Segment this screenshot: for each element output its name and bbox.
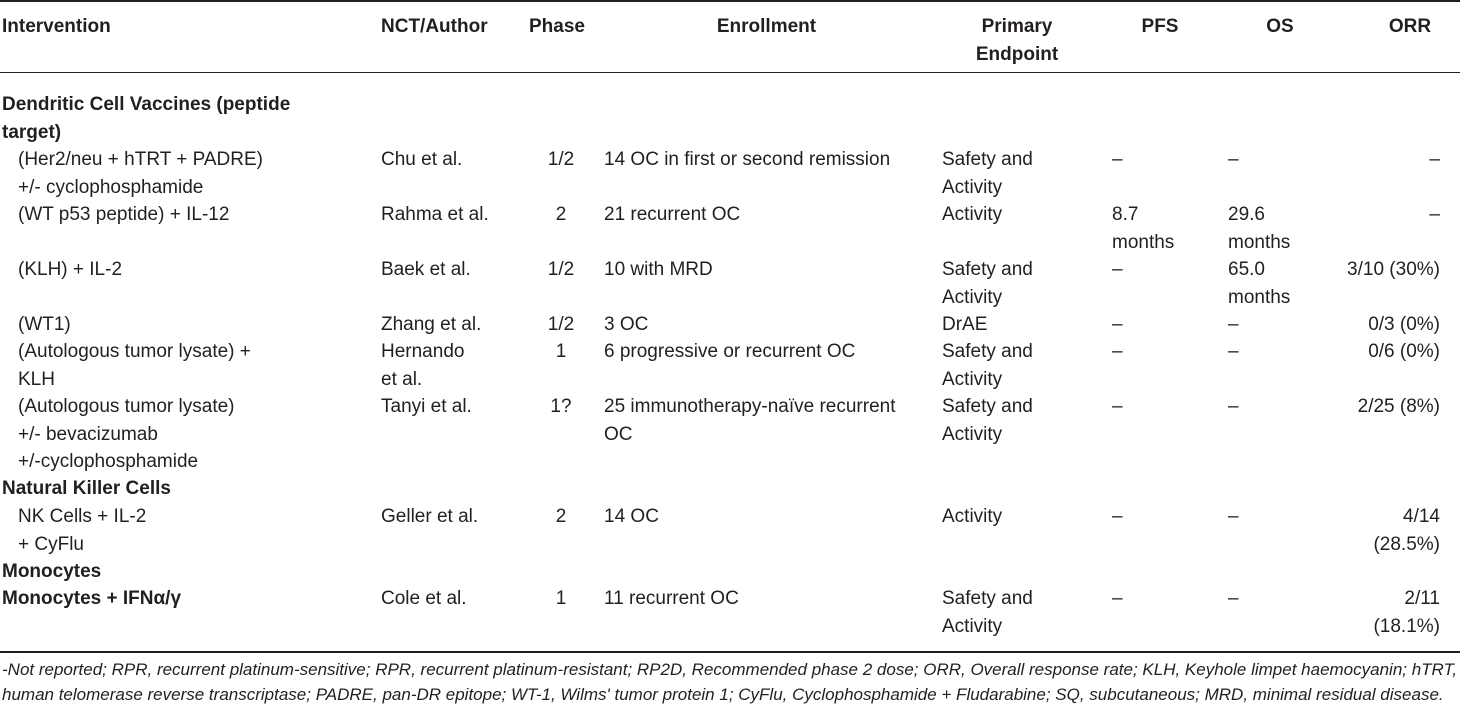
cell-primary-endpoint: DrAE	[942, 314, 988, 335]
cell-phase: 1/2	[547, 149, 575, 170]
cell-author: Baek et al.	[381, 259, 471, 280]
cell-phase: 2	[555, 506, 567, 527]
cell-phase: 1?	[550, 396, 572, 417]
cell-enrollment: 14 OC	[604, 506, 659, 527]
table-top-rule	[0, 0, 1460, 2]
cell-author: Hernando et al.	[381, 341, 465, 390]
cell-orr: 4/14 (28.5%)	[1373, 506, 1440, 555]
cell-primary-endpoint: Safety and Activity	[942, 341, 1033, 390]
cell-primary-endpoint: Safety and Activity	[942, 588, 1033, 637]
cell-phase: 1/2	[547, 314, 575, 335]
cell-os: –	[1228, 341, 1239, 362]
cell-orr: 0/3 (0%)	[1368, 314, 1440, 335]
section-dendritic-cell-vaccines: Dendritic Cell Vaccines (peptide target)	[2, 94, 291, 143]
cell-primary-endpoint: Activity	[942, 506, 1003, 527]
header-nct-author: NCT/Author	[381, 16, 488, 37]
cell-phase: 1	[555, 588, 567, 609]
header-phase: Phase	[529, 16, 585, 37]
cell-enrollment: 11 recurrent OC	[604, 588, 739, 609]
cell-intervention: (WT1)	[18, 314, 71, 335]
cell-pfs: –	[1112, 259, 1123, 280]
cell-orr: –	[1429, 204, 1440, 225]
cell-orr: 3/10 (30%)	[1347, 259, 1440, 280]
cell-intervention: (WT p53 peptide) + IL-12	[18, 204, 230, 225]
cell-enrollment: 14 OC in first or second remission	[604, 149, 891, 170]
table-header-rule	[0, 72, 1460, 73]
cell-intervention: NK Cells + IL-2 + CyFlu	[18, 506, 147, 555]
cell-pfs: –	[1112, 149, 1123, 170]
cell-author: Rahma et al.	[381, 204, 489, 225]
cell-intervention: (KLH) + IL-2	[18, 259, 123, 280]
cell-os: –	[1228, 314, 1239, 335]
cell-intervention: Monocytes + IFNα/γ	[2, 588, 182, 609]
cell-phase: 1	[555, 341, 567, 362]
header-orr: ORR	[1388, 16, 1432, 37]
cell-os: –	[1228, 396, 1239, 417]
table-bottom-rule	[0, 651, 1460, 653]
section-natural-killer-cells: Natural Killer Cells	[2, 478, 171, 499]
header-enrollment: Enrollment	[716, 16, 817, 37]
cell-primary-endpoint: Safety and Activity	[942, 149, 1033, 198]
header-pfs: PFS	[1141, 16, 1179, 37]
cell-enrollment: 6 progressive or recurrent OC	[604, 341, 856, 362]
cell-pfs: –	[1112, 341, 1123, 362]
cell-orr: 2/11 (18.1%)	[1373, 588, 1440, 637]
cell-enrollment: 21 recurrent OC	[604, 204, 741, 225]
cell-pfs: –	[1112, 396, 1123, 417]
cell-intervention: (Her2/neu + hTRT + PADRE) +/- cyclophosphamide	[18, 149, 263, 198]
header-primary-endpoint: Primary Endpoint	[975, 16, 1059, 65]
cell-primary-endpoint: Safety and Activity	[942, 259, 1033, 308]
cell-enrollment: 25 immunotherapy-naïve recurrent OC	[604, 396, 896, 445]
cell-author: Tanyi et al.	[381, 396, 472, 417]
cell-enrollment: 3 OC	[604, 314, 649, 335]
cell-os: –	[1228, 149, 1239, 170]
cell-os: –	[1228, 588, 1239, 609]
cell-author: Geller et al.	[381, 506, 479, 527]
cell-orr: 2/25 (8%)	[1357, 396, 1440, 417]
header-os: OS	[1266, 16, 1294, 37]
section-monocytes: Monocytes	[2, 561, 102, 582]
cell-author: Zhang et al.	[381, 314, 482, 335]
cell-intervention: (Autologous tumor lysate) +/- bevacizumab +/-cyclophosphamide	[18, 396, 235, 472]
cell-orr: –	[1429, 149, 1440, 170]
cell-phase: 2	[555, 204, 567, 225]
cell-pfs: 8.7 months	[1112, 204, 1175, 253]
header-intervention: Intervention	[2, 16, 111, 37]
table-footnote: -Not reported; RPR, recurrent platinum-sensitive; RPR, recurrent platinum-resistant; RP2D, Recommended phase 2 dose; ORR, Overall response rate; KLH, Keyhole limpet haemocyanin; hTRT, human telomerase reverse transcriptase; PADRE, pan-DR epitope; WT-1, Wilms' tumor protein 1; CyFlu, Cyclophosphamide + Fludarabine; SQ, subcutaneous; MRD, minimal residual disease.	[2, 660, 1458, 704]
cell-author: Chu et al.	[381, 149, 463, 170]
cell-enrollment: 10 with MRD	[604, 259, 713, 280]
cell-primary-endpoint: Activity	[942, 204, 1003, 225]
cell-orr: 0/6 (0%)	[1368, 341, 1440, 362]
cell-pfs: –	[1112, 588, 1123, 609]
cell-primary-endpoint: Safety and Activity	[942, 396, 1033, 445]
cell-os: –	[1228, 506, 1239, 527]
cell-author: Cole et al.	[381, 588, 467, 609]
cell-pfs: –	[1112, 506, 1123, 527]
cell-os: 65.0 months	[1228, 259, 1291, 308]
cell-intervention: (Autologous tumor lysate) + KLH	[18, 341, 251, 390]
cell-os: 29.6 months	[1228, 204, 1291, 253]
cell-phase: 1/2	[547, 259, 575, 280]
cell-pfs: –	[1112, 314, 1123, 335]
